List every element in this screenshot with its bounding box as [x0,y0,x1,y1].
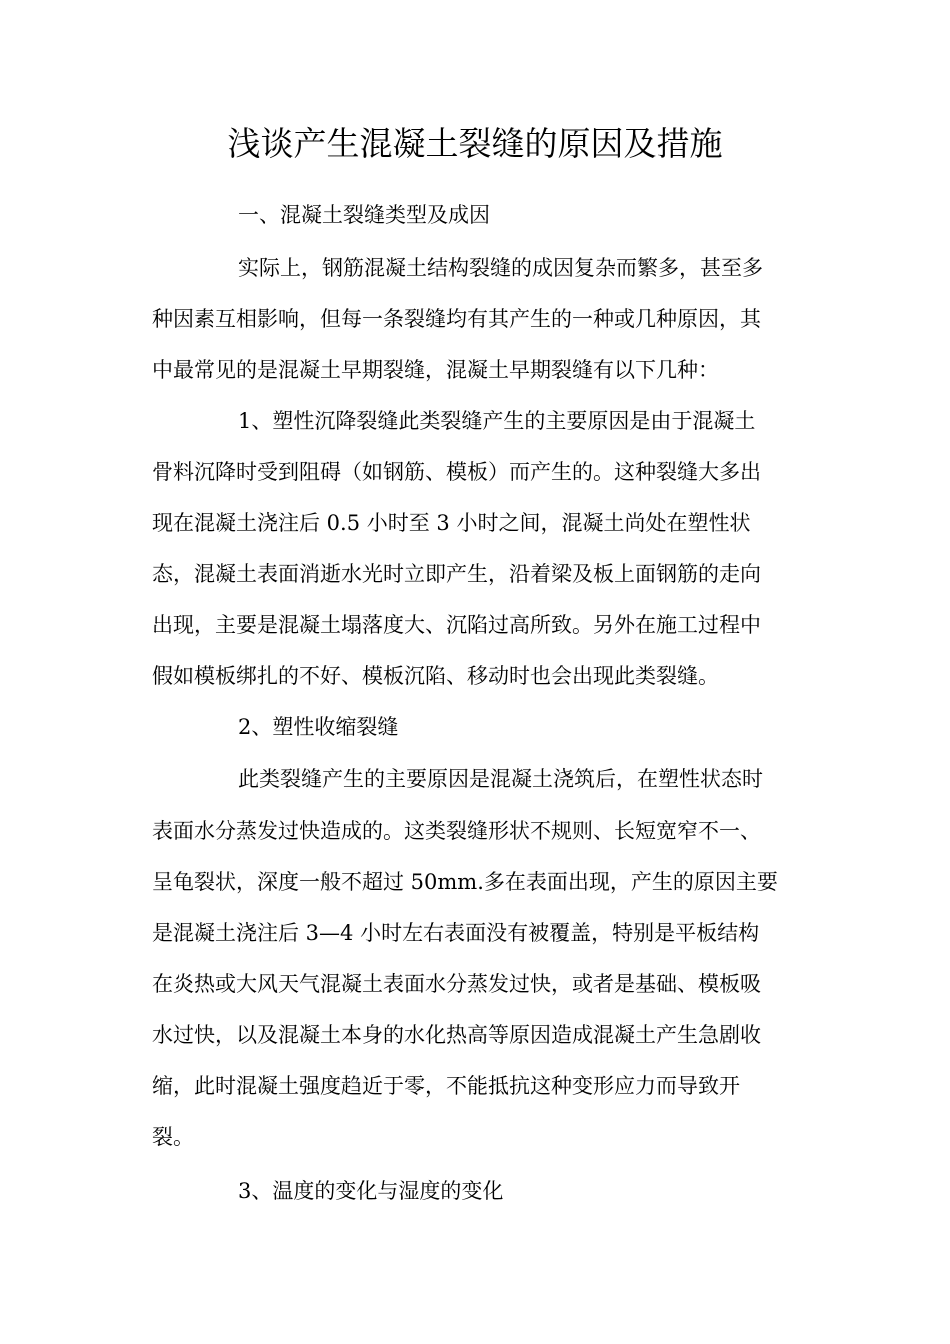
document-title: 浅谈产生混凝土裂缝的原因及措施 [227,124,723,163]
paragraph-line: 种因素互相影响，但每一条裂缝均有其产生的一种或几种原因，其 [152,307,761,331]
paragraph-line: 缩，此时混凝土强度趋近于零，不能抵抗这种变形应力而导致开 [152,1074,740,1098]
paragraph-line: 假如模板绑扎的不好、模板沉陷、移动时也会出现此类裂缝。 [152,664,719,688]
paragraph-line: 1、塑性沉降裂缝此类裂缝产生的主要原因是由于混凝土 [238,409,756,433]
paragraph-line: 现在混凝土浇注后 0.5 小时至 3 小时之间，混凝土尚处在塑性状 [152,511,751,535]
paragraph-line: 裂。 [152,1125,194,1149]
subsection-heading: 3、温度的变化与湿度的变化 [238,1179,504,1203]
paragraph-line: 此类裂缝产生的主要原因是混凝土浇筑后，在塑性状态时 [238,767,763,791]
paragraph-line: 在炎热或大风天气混凝土表面水分蒸发过快，或者是基础、模板吸 [152,972,761,996]
subsection-heading: 2、塑性收缩裂缝 [238,715,399,739]
paragraph-line: 骨料沉降时受到阻碍（如钢筋、模板）而产生的。这种裂缝大多出 [152,460,761,484]
paragraph-line: 呈龟裂状，深度一般不超过 50mm.多在表面出现，产生的原因主要 [152,870,778,894]
paragraph-line: 中最常见的是混凝土早期裂缝，混凝土早期裂缝有以下几种： [152,358,719,382]
paragraph-line: 实际上，钢筋混凝土结构裂缝的成因复杂而繁多，甚至多 [238,256,763,280]
section-heading: 一、混凝土裂缝类型及成因 [238,203,490,227]
paragraph-line: 表面水分蒸发过快造成的。这类裂缝形状不规则、长短宽窄不一、 [152,819,761,843]
paragraph-line: 水过快，以及混凝土本身的水化热高等原因造成混凝土产生急剧收 [152,1023,761,1047]
paragraph-line: 是混凝土浇注后 3—4 小时左右表面没有被覆盖，特别是平板结构 [152,921,760,945]
paragraph-line: 态，混凝土表面消逝水光时立即产生，沿着梁及板上面钢筋的走向 [152,562,761,586]
paragraph-line: 出现，主要是混凝土塌落度大、沉陷过高所致。另外在施工过程中 [152,613,761,637]
